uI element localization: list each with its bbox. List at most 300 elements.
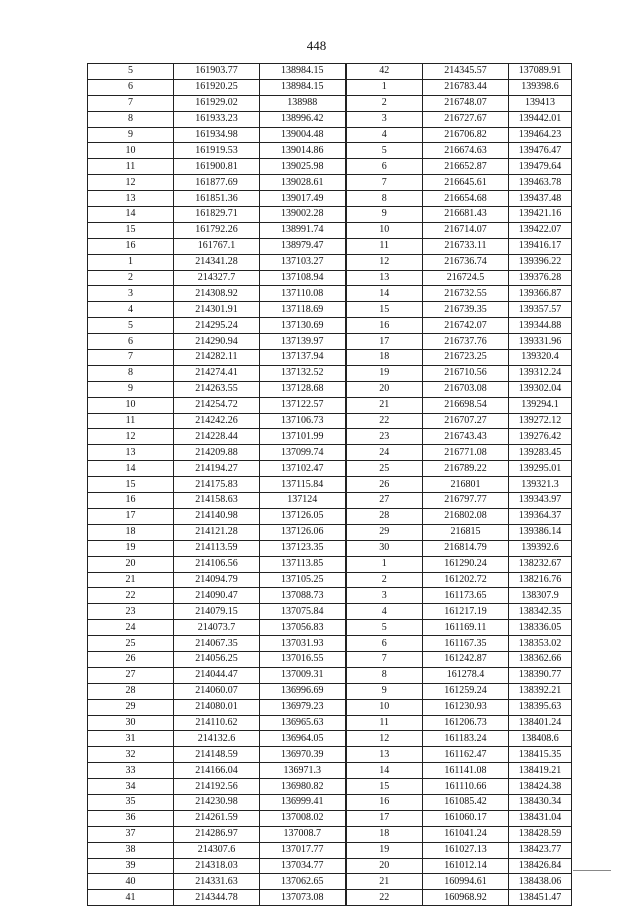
table-row [88, 270, 572, 286]
point-number-right-cell: 16 [346, 318, 423, 334]
point-number-right-cell: 14 [346, 763, 423, 779]
table-row [88, 858, 572, 874]
y-coordinate-right-cell: 139422.07 [509, 222, 572, 238]
point-number-right-cell: 42 [346, 64, 423, 80]
y-coordinate-cell: 138996.42 [260, 111, 346, 127]
x-coordinate-right-cell: 216703.08 [423, 381, 509, 397]
y-coordinate-cell: 136980.82 [260, 779, 346, 795]
point-number-cell: 11 [88, 159, 174, 175]
y-coordinate-right-cell: 138307.9 [509, 588, 572, 604]
y-coordinate-cell: 137137.94 [260, 350, 346, 366]
y-coordinate-right-cell: 139276.42 [509, 429, 572, 445]
point-number-right-cell: 26 [346, 477, 423, 493]
table-row [88, 175, 572, 191]
x-coordinate-cell: 214263.55 [174, 381, 260, 397]
x-coordinate-right-cell: 216814.79 [423, 540, 509, 556]
y-coordinate-right-cell: 139344.88 [509, 318, 572, 334]
x-coordinate-cell: 214295.24 [174, 318, 260, 334]
x-coordinate-right-cell: 216739.35 [423, 302, 509, 318]
x-coordinate-cell: 214192.56 [174, 779, 260, 795]
point-number-cell: 29 [88, 699, 174, 715]
point-number-right-cell: 30 [346, 540, 423, 556]
point-number-cell: 13 [88, 445, 174, 461]
point-number-cell: 23 [88, 604, 174, 620]
point-number-right-cell: 20 [346, 381, 423, 397]
x-coordinate-cell: 214331.63 [174, 874, 260, 890]
coordinates-table [87, 63, 572, 906]
y-coordinate-cell: 138988 [260, 95, 346, 111]
x-coordinate-cell: 214301.91 [174, 302, 260, 318]
point-number-cell: 14 [88, 461, 174, 477]
point-number-right-cell: 12 [346, 731, 423, 747]
point-number-right-cell: 9 [346, 207, 423, 223]
point-number-cell: 8 [88, 365, 174, 381]
y-coordinate-right-cell: 138232.67 [509, 556, 572, 572]
y-coordinate-cell: 137056.83 [260, 620, 346, 636]
point-number-cell: 39 [88, 858, 174, 874]
point-number-cell: 40 [88, 874, 174, 890]
y-coordinate-cell: 137016.55 [260, 651, 346, 667]
point-number-right-cell: 18 [346, 350, 423, 366]
point-number-right-cell: 1 [346, 556, 423, 572]
x-coordinate-cell: 214290.94 [174, 334, 260, 350]
point-number-right-cell: 17 [346, 810, 423, 826]
table-row [88, 286, 572, 302]
x-coordinate-cell: 161903.77 [174, 64, 260, 80]
x-coordinate-cell: 161929.02 [174, 95, 260, 111]
x-coordinate-right-cell: 161183.24 [423, 731, 509, 747]
x-coordinate-right-cell: 161242.87 [423, 651, 509, 667]
y-coordinate-right-cell: 138419.21 [509, 763, 572, 779]
point-number-cell: 28 [88, 683, 174, 699]
y-coordinate-right-cell: 138408.6 [509, 731, 572, 747]
y-coordinate-cell: 137118.69 [260, 302, 346, 318]
table-row [88, 111, 572, 127]
point-number-cell: 34 [88, 779, 174, 795]
point-number-right-cell: 21 [346, 874, 423, 890]
point-number-right-cell: 3 [346, 111, 423, 127]
x-coordinate-cell: 161934.98 [174, 127, 260, 143]
point-number-right-cell: 1 [346, 79, 423, 95]
y-coordinate-right-cell: 138353.02 [509, 636, 572, 652]
x-coordinate-right-cell: 216706.82 [423, 127, 509, 143]
point-number-cell: 4 [88, 302, 174, 318]
y-coordinate-cell: 137009.31 [260, 667, 346, 683]
table-row [88, 810, 572, 826]
y-coordinate-cell: 137034.77 [260, 858, 346, 874]
x-coordinate-right-cell: 161041.24 [423, 826, 509, 842]
x-coordinate-cell: 214110.62 [174, 715, 260, 731]
y-coordinate-cell: 137099.74 [260, 445, 346, 461]
point-number-cell: 19 [88, 540, 174, 556]
y-coordinate-cell: 138991.74 [260, 222, 346, 238]
point-number-right-cell: 23 [346, 429, 423, 445]
y-coordinate-right-cell: 138423.77 [509, 842, 572, 858]
x-coordinate-cell: 214194.27 [174, 461, 260, 477]
table-row [88, 604, 572, 620]
table-row [88, 429, 572, 445]
y-coordinate-right-cell: 138401.24 [509, 715, 572, 731]
point-number-cell: 26 [88, 651, 174, 667]
x-coordinate-right-cell: 161060.17 [423, 810, 509, 826]
x-coordinate-cell: 214209.88 [174, 445, 260, 461]
x-coordinate-right-cell: 216802.08 [423, 508, 509, 524]
y-coordinate-cell: 137115.84 [260, 477, 346, 493]
point-number-right-cell: 18 [346, 826, 423, 842]
x-coordinate-right-cell: 161012.14 [423, 858, 509, 874]
point-number-cell: 2 [88, 270, 174, 286]
x-coordinate-right-cell: 216783.44 [423, 79, 509, 95]
x-coordinate-cell: 214148.59 [174, 747, 260, 763]
point-number-cell: 31 [88, 731, 174, 747]
table-row [88, 794, 572, 810]
table-row [88, 238, 572, 254]
y-coordinate-cell: 137123.35 [260, 540, 346, 556]
point-number-right-cell: 19 [346, 842, 423, 858]
table-row [88, 572, 572, 588]
table-row [88, 191, 572, 207]
x-coordinate-cell: 214132.6 [174, 731, 260, 747]
point-number-cell: 6 [88, 334, 174, 350]
point-number-right-cell: 14 [346, 286, 423, 302]
x-coordinate-right-cell: 161230.93 [423, 699, 509, 715]
table-row [88, 620, 572, 636]
x-coordinate-right-cell: 161027.13 [423, 842, 509, 858]
table-row [88, 524, 572, 540]
table-row [88, 731, 572, 747]
x-coordinate-right-cell: 161202.72 [423, 572, 509, 588]
point-number-cell: 6 [88, 79, 174, 95]
x-coordinate-cell: 214106.56 [174, 556, 260, 572]
x-coordinate-right-cell: 216732.55 [423, 286, 509, 302]
x-coordinate-right-cell: 216654.68 [423, 191, 509, 207]
point-number-right-cell: 13 [346, 270, 423, 286]
point-number-right-cell: 16 [346, 794, 423, 810]
y-coordinate-cell: 139025.98 [260, 159, 346, 175]
x-coordinate-right-cell: 216801 [423, 477, 509, 493]
point-number-right-cell: 6 [346, 636, 423, 652]
y-coordinate-right-cell: 138451.47 [509, 890, 572, 906]
point-number-cell: 9 [88, 381, 174, 397]
point-number-cell: 41 [88, 890, 174, 906]
point-number-cell: 36 [88, 810, 174, 826]
x-coordinate-cell: 161877.69 [174, 175, 260, 191]
x-coordinate-right-cell: 216737.76 [423, 334, 509, 350]
point-number-right-cell: 24 [346, 445, 423, 461]
y-coordinate-cell: 136970.39 [260, 747, 346, 763]
point-number-cell: 8 [88, 111, 174, 127]
table-row [88, 222, 572, 238]
y-coordinate-right-cell: 139295.01 [509, 461, 572, 477]
y-coordinate-right-cell: 138426.84 [509, 858, 572, 874]
y-coordinate-cell: 137075.84 [260, 604, 346, 620]
y-coordinate-right-cell: 138336.05 [509, 620, 572, 636]
x-coordinate-cell: 214261.59 [174, 810, 260, 826]
table-row [88, 715, 572, 731]
x-coordinate-cell: 214090.47 [174, 588, 260, 604]
x-coordinate-cell: 161920.25 [174, 79, 260, 95]
point-number-right-cell: 29 [346, 524, 423, 540]
point-number-right-cell: 21 [346, 397, 423, 413]
x-coordinate-right-cell: 216736.74 [423, 254, 509, 270]
point-number-right-cell: 11 [346, 238, 423, 254]
y-coordinate-right-cell: 138415.35 [509, 747, 572, 763]
y-coordinate-right-cell: 139312.24 [509, 365, 572, 381]
x-coordinate-cell: 161792.26 [174, 222, 260, 238]
y-coordinate-right-cell: 139272.12 [509, 413, 572, 429]
y-coordinate-cell: 137101.99 [260, 429, 346, 445]
table-row [88, 143, 572, 159]
point-number-cell: 21 [88, 572, 174, 588]
point-number-right-cell: 15 [346, 779, 423, 795]
x-coordinate-right-cell: 216714.07 [423, 222, 509, 238]
point-number-right-cell: 22 [346, 413, 423, 429]
point-number-cell: 32 [88, 747, 174, 763]
y-coordinate-cell: 137126.06 [260, 524, 346, 540]
x-coordinate-right-cell: 214345.57 [423, 64, 509, 80]
point-number-right-cell: 22 [346, 890, 423, 906]
x-coordinate-right-cell: 216743.43 [423, 429, 509, 445]
point-number-cell: 9 [88, 127, 174, 143]
y-coordinate-right-cell: 139396.22 [509, 254, 572, 270]
x-coordinate-right-cell: 161162.47 [423, 747, 509, 763]
y-coordinate-right-cell: 139294.1 [509, 397, 572, 413]
x-coordinate-cell: 214094.79 [174, 572, 260, 588]
point-number-cell: 25 [88, 636, 174, 652]
table-row [88, 699, 572, 715]
y-coordinate-cell: 137103.27 [260, 254, 346, 270]
x-coordinate-cell: 214073.7 [174, 620, 260, 636]
point-number-right-cell: 8 [346, 667, 423, 683]
y-coordinate-right-cell: 138424.38 [509, 779, 572, 795]
point-number-cell: 12 [88, 429, 174, 445]
y-coordinate-cell: 137124 [260, 493, 346, 509]
point-number-cell: 16 [88, 493, 174, 509]
table-row [88, 413, 572, 429]
y-coordinate-right-cell: 138216.76 [509, 572, 572, 588]
footer-line [573, 870, 611, 871]
table-row [88, 207, 572, 223]
point-number-cell: 11 [88, 413, 174, 429]
point-number-right-cell: 2 [346, 95, 423, 111]
page-number: 448 [306, 38, 327, 53]
x-coordinate-right-cell: 216797.77 [423, 493, 509, 509]
point-number-right-cell: 4 [346, 127, 423, 143]
y-coordinate-right-cell: 138395.63 [509, 699, 572, 715]
point-number-cell: 20 [88, 556, 174, 572]
x-coordinate-cell: 161851.36 [174, 191, 260, 207]
x-coordinate-cell: 214140.98 [174, 508, 260, 524]
y-coordinate-cell: 137008.7 [260, 826, 346, 842]
point-number-right-cell: 25 [346, 461, 423, 477]
x-coordinate-right-cell: 161259.24 [423, 683, 509, 699]
x-coordinate-right-cell: 216698.54 [423, 397, 509, 413]
point-number-right-cell: 28 [346, 508, 423, 524]
y-coordinate-cell: 137105.25 [260, 572, 346, 588]
point-number-right-cell: 5 [346, 620, 423, 636]
y-coordinate-right-cell: 139320.4 [509, 350, 572, 366]
y-coordinate-right-cell: 139463.78 [509, 175, 572, 191]
x-coordinate-cell: 161767.1 [174, 238, 260, 254]
y-coordinate-right-cell: 139392.6 [509, 540, 572, 556]
table-row [88, 127, 572, 143]
table-row [88, 842, 572, 858]
table-row [88, 350, 572, 366]
y-coordinate-right-cell: 139413 [509, 95, 572, 111]
point-number-right-cell: 10 [346, 222, 423, 238]
point-number-right-cell: 27 [346, 493, 423, 509]
y-coordinate-cell: 139014.86 [260, 143, 346, 159]
x-coordinate-cell: 161919.53 [174, 143, 260, 159]
y-coordinate-cell: 137102.47 [260, 461, 346, 477]
x-coordinate-right-cell: 161169.11 [423, 620, 509, 636]
x-coordinate-right-cell: 216724.5 [423, 270, 509, 286]
x-coordinate-right-cell: 161110.66 [423, 779, 509, 795]
x-coordinate-cell: 214158.63 [174, 493, 260, 509]
x-coordinate-cell: 214175.83 [174, 477, 260, 493]
x-coordinate-cell: 161829.71 [174, 207, 260, 223]
point-number-cell: 1 [88, 254, 174, 270]
y-coordinate-cell: 138984.15 [260, 64, 346, 80]
x-coordinate-cell: 161933.23 [174, 111, 260, 127]
y-coordinate-right-cell: 138428.59 [509, 826, 572, 842]
point-number-right-cell: 13 [346, 747, 423, 763]
point-number-cell: 7 [88, 95, 174, 111]
point-number-cell: 10 [88, 397, 174, 413]
y-coordinate-cell: 136979.23 [260, 699, 346, 715]
point-number-cell: 22 [88, 588, 174, 604]
x-coordinate-right-cell: 216771.08 [423, 445, 509, 461]
point-number-right-cell: 7 [346, 651, 423, 667]
y-coordinate-cell: 138984.15 [260, 79, 346, 95]
y-coordinate-cell: 137088.73 [260, 588, 346, 604]
x-coordinate-cell: 214341.28 [174, 254, 260, 270]
table-row [88, 318, 572, 334]
y-coordinate-cell: 137132.52 [260, 365, 346, 381]
y-coordinate-right-cell: 139343.97 [509, 493, 572, 509]
table-row [88, 874, 572, 890]
y-coordinate-cell: 137106.73 [260, 413, 346, 429]
table-row [88, 667, 572, 683]
table-row [88, 79, 572, 95]
y-coordinate-right-cell: 139398.6 [509, 79, 572, 95]
x-coordinate-right-cell: 161141.08 [423, 763, 509, 779]
x-coordinate-cell: 214242.26 [174, 413, 260, 429]
x-coordinate-right-cell: 216645.61 [423, 175, 509, 191]
table-row [88, 779, 572, 795]
point-number-right-cell: 15 [346, 302, 423, 318]
point-number-right-cell: 7 [346, 175, 423, 191]
y-coordinate-right-cell: 139386.14 [509, 524, 572, 540]
x-coordinate-right-cell: 216710.56 [423, 365, 509, 381]
x-coordinate-right-cell: 160968.92 [423, 890, 509, 906]
y-coordinate-cell: 137062.65 [260, 874, 346, 890]
x-coordinate-cell: 214254.72 [174, 397, 260, 413]
y-coordinate-cell: 138979.47 [260, 238, 346, 254]
y-coordinate-right-cell: 139283.45 [509, 445, 572, 461]
x-coordinate-right-cell: 216742.07 [423, 318, 509, 334]
point-number-right-cell: 2 [346, 572, 423, 588]
y-coordinate-cell: 137110.08 [260, 286, 346, 302]
x-coordinate-cell: 214327.7 [174, 270, 260, 286]
x-coordinate-right-cell: 216748.07 [423, 95, 509, 111]
table-row [88, 445, 572, 461]
y-coordinate-cell: 139002.28 [260, 207, 346, 223]
point-number-right-cell: 10 [346, 699, 423, 715]
point-number-right-cell: 9 [346, 683, 423, 699]
x-coordinate-cell: 214121.28 [174, 524, 260, 540]
x-coordinate-right-cell: 161206.73 [423, 715, 509, 731]
point-number-cell: 12 [88, 175, 174, 191]
x-coordinate-right-cell: 161173.65 [423, 588, 509, 604]
point-number-cell: 18 [88, 524, 174, 540]
table-row [88, 890, 572, 906]
y-coordinate-cell: 137108.94 [260, 270, 346, 286]
x-coordinate-right-cell: 216707.27 [423, 413, 509, 429]
y-coordinate-cell: 139004.48 [260, 127, 346, 143]
point-number-cell: 10 [88, 143, 174, 159]
table-row [88, 540, 572, 556]
table-row [88, 477, 572, 493]
y-coordinate-cell: 137113.85 [260, 556, 346, 572]
point-number-cell: 15 [88, 477, 174, 493]
table-row [88, 461, 572, 477]
y-coordinate-cell: 137126.05 [260, 508, 346, 524]
y-coordinate-cell: 136996.69 [260, 683, 346, 699]
y-coordinate-cell: 136971.3 [260, 763, 346, 779]
y-coordinate-right-cell: 139302.04 [509, 381, 572, 397]
x-coordinate-cell: 214274.41 [174, 365, 260, 381]
x-coordinate-cell: 214282.11 [174, 350, 260, 366]
x-coordinate-cell: 214318.03 [174, 858, 260, 874]
y-coordinate-cell: 136965.63 [260, 715, 346, 731]
y-coordinate-cell: 137139.97 [260, 334, 346, 350]
y-coordinate-right-cell: 138390.77 [509, 667, 572, 683]
table-row [88, 302, 572, 318]
x-coordinate-cell: 214307.6 [174, 842, 260, 858]
y-coordinate-right-cell: 139479.64 [509, 159, 572, 175]
y-coordinate-cell: 137008.02 [260, 810, 346, 826]
x-coordinate-right-cell: 216681.43 [423, 207, 509, 223]
point-number-right-cell: 4 [346, 604, 423, 620]
x-coordinate-cell: 214344.78 [174, 890, 260, 906]
y-coordinate-right-cell: 139437.48 [509, 191, 572, 207]
table-row [88, 826, 572, 842]
x-coordinate-right-cell: 216733.11 [423, 238, 509, 254]
point-number-cell: 14 [88, 207, 174, 223]
x-coordinate-cell: 161900.81 [174, 159, 260, 175]
y-coordinate-right-cell: 139321.3 [509, 477, 572, 493]
table-row [88, 334, 572, 350]
x-coordinate-cell: 214113.59 [174, 540, 260, 556]
x-coordinate-right-cell: 216674.63 [423, 143, 509, 159]
y-coordinate-cell: 137122.57 [260, 397, 346, 413]
x-coordinate-right-cell: 216727.67 [423, 111, 509, 127]
y-coordinate-cell: 137128.68 [260, 381, 346, 397]
y-coordinate-right-cell: 139376.28 [509, 270, 572, 286]
x-coordinate-right-cell: 216789.22 [423, 461, 509, 477]
x-coordinate-cell: 214079.15 [174, 604, 260, 620]
y-coordinate-cell: 137017.77 [260, 842, 346, 858]
x-coordinate-cell: 214044.47 [174, 667, 260, 683]
table-row [88, 493, 572, 509]
y-coordinate-cell: 137031.93 [260, 636, 346, 652]
coordinates-table-body [88, 64, 572, 906]
x-coordinate-right-cell: 216815 [423, 524, 509, 540]
point-number-right-cell: 20 [346, 858, 423, 874]
x-coordinate-right-cell: 160994.61 [423, 874, 509, 890]
y-coordinate-right-cell: 139364.37 [509, 508, 572, 524]
